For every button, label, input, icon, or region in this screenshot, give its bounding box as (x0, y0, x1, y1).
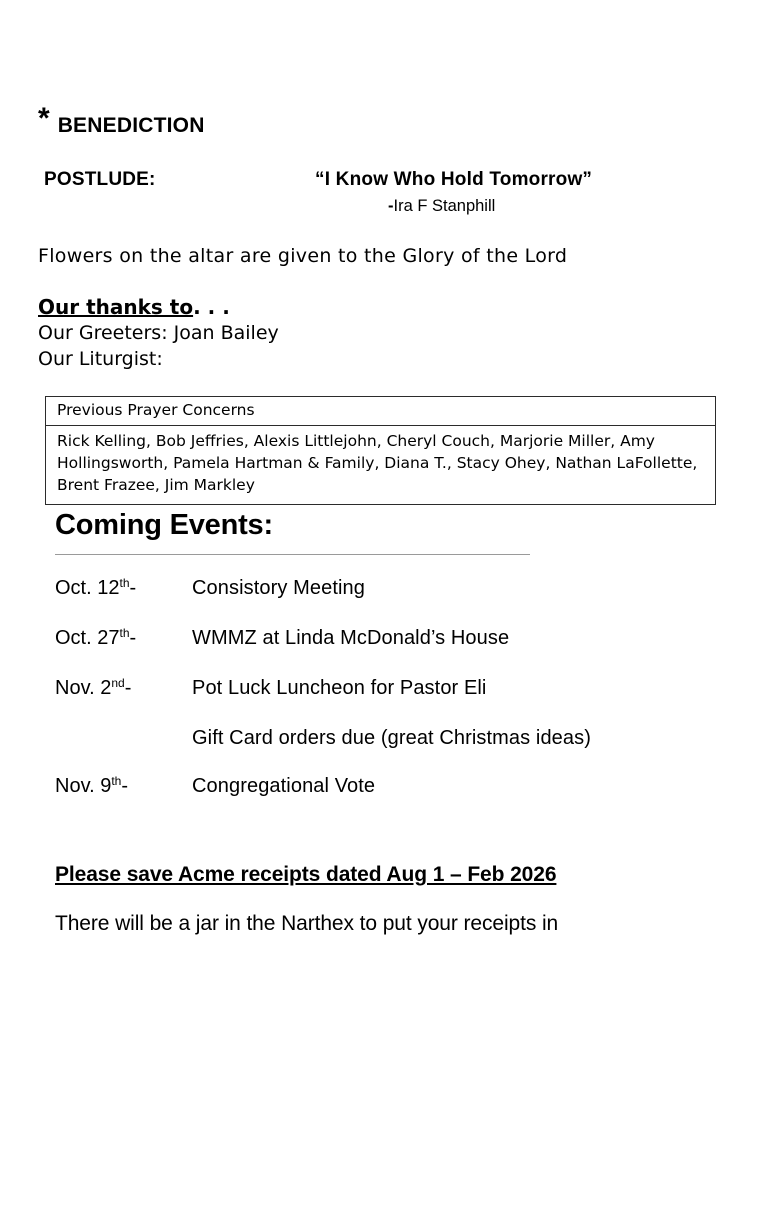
event-row (55, 676, 735, 702)
prayer-concerns-table (45, 396, 716, 505)
greeters-line: Our Greeters: Joan Bailey (38, 322, 279, 344)
coming-events-rule (55, 554, 530, 555)
acme-notice-heading: Please save Acme receipts dated Aug 1 – Feb 2026 (55, 863, 557, 886)
event-row (55, 774, 735, 800)
event-ordinal: th (111, 774, 122, 788)
event-ordinal: th (119, 576, 130, 590)
event-row (55, 626, 735, 652)
thanks-heading (38, 294, 279, 320)
thanks-section (38, 294, 279, 372)
event-description: WMMZ at Linda McDonald’s House (192, 627, 510, 649)
event-date: Oct. 27th- (55, 626, 137, 649)
coming-events-section (55, 509, 735, 824)
event-date: Oct. 12th- (55, 576, 137, 599)
event-description: Consistory Meeting (192, 577, 365, 599)
events-list (55, 576, 735, 800)
event-description: Gift Card orders due (great Christmas ideas) (192, 727, 591, 749)
coming-events-title: Coming Events: (55, 509, 273, 541)
event-row (55, 576, 735, 602)
postlude-title: “I Know Who Hold Tomorrow” (315, 169, 593, 190)
event-ordinal: th (119, 626, 130, 640)
event-row (55, 726, 735, 750)
event-description: Congregational Vote (192, 775, 376, 797)
attribution-dash: - (388, 197, 394, 215)
flowers-note: Flowers on the altar are given to the Glory of the Lord (38, 245, 568, 267)
event-date: Nov. 9th- (55, 774, 129, 797)
postlude-label: POSTLUDE: (44, 169, 156, 190)
event-ordinal: nd (111, 676, 125, 690)
liturgist-line: Our Liturgist: (38, 348, 163, 370)
event-description: Pot Luck Luncheon for Pastor Eli (192, 677, 487, 699)
benediction-line (38, 102, 205, 138)
benediction-label: BENEDICTION (57, 114, 205, 137)
postlude-line (44, 169, 592, 191)
event-date: Nov. 2nd- (55, 676, 132, 699)
thanks-ellipsis: . . . (193, 295, 230, 319)
thanks-heading-underlined: Our thanks to (38, 295, 194, 319)
attribution-name: Ira F Stanphill (393, 197, 496, 215)
acme-notice-body: There will be a jar in the Narthex to put your receipts in (55, 912, 559, 935)
benediction-star: * (38, 102, 50, 135)
prayer-concerns-header: Previous Prayer Concerns (46, 397, 715, 426)
prayer-concerns-names: Rick Kelling, Bob Jeffries, Alexis Littlejohn, Cheryl Couch, Marjorie Miller, Amy Hollingsworth, Pamela Hartman & Family, Diana T., Stacy Ohey, Nathan LaFollette, Brent Frazee, Jim Markley (57, 432, 698, 494)
postlude-attribution (388, 197, 495, 216)
